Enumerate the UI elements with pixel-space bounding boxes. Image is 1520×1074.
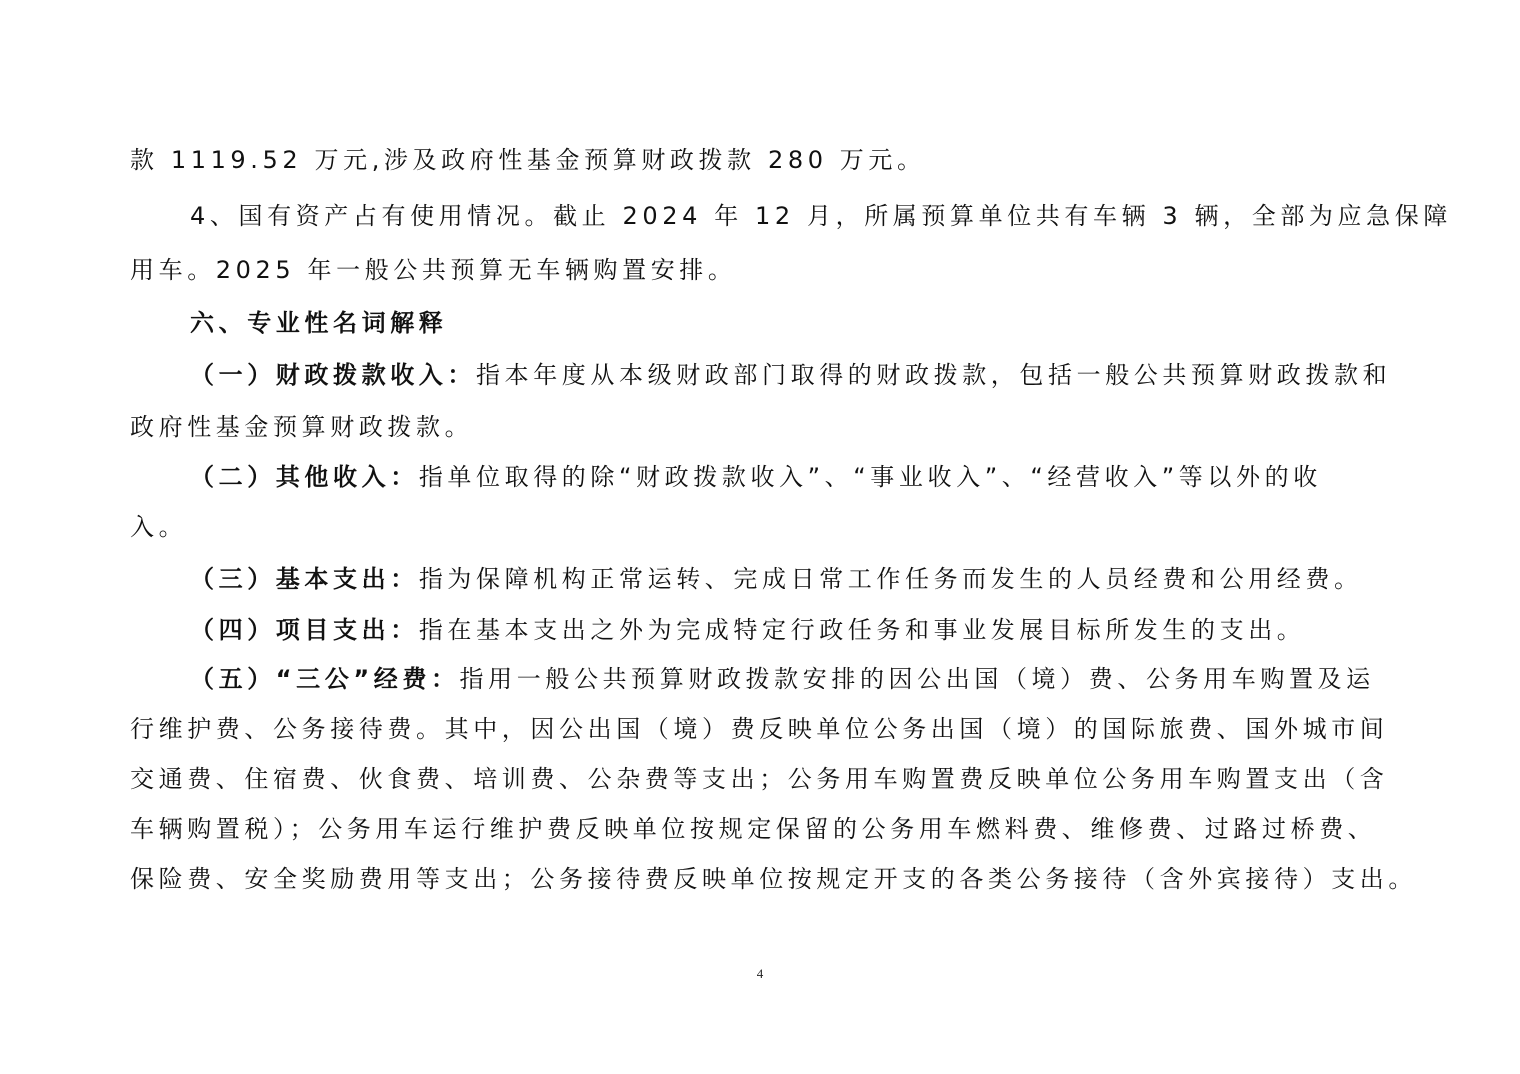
paragraph-line <box>130 407 1420 447</box>
term-label: （三）基本支出： <box>190 565 419 593</box>
term-definition: 指为保障机构正常运转、完成日常工作任务而发生的人员经费和公用经费。 <box>418 565 1363 593</box>
term-label: （五）“三公”经费： <box>190 665 460 693</box>
paragraph-line <box>190 196 1480 236</box>
line-text: 车辆购置税）；公务用车运行维护费反映单位按规定保留的公务用车燃料费、维修费、过路过桥费、 <box>130 815 1377 843</box>
term-definition: 指在基本支出之外为完成特定行政任务和事业发展目标所发生的支出。 <box>418 616 1306 644</box>
page-number: 4 <box>756 966 764 981</box>
line-text: 用车。2025 年一般公共预算无车辆购置安排。 <box>130 256 737 284</box>
line-text: 政府性基金预算财政拨款。 <box>130 413 474 441</box>
paragraph-line <box>130 809 1420 849</box>
paragraph-line <box>190 559 1480 599</box>
paragraph-line <box>130 709 1420 749</box>
paragraph-line <box>190 457 1480 497</box>
term-definition: 指单位取得的除“财政拨款收入”、“事业收入”、“经营收入”等以外的收 <box>418 463 1322 491</box>
line-text: 4、国有资产占有使用情况。截止 2024 年 12 月，所属预算单位共有车辆 3 辆，全部为应急保障 <box>190 202 1452 230</box>
line-text: 款 1119.52 万元,涉及政府性基金预算财政拨款 280 万元。 <box>130 146 926 174</box>
paragraph-line <box>130 507 1420 547</box>
heading-text: 六、专业性名词解释 <box>190 309 448 337</box>
term-label: （四）项目支出： <box>190 616 419 644</box>
term-label: （二）其他收入： <box>190 463 419 491</box>
paragraph-line <box>190 610 1480 650</box>
line-text: 保险费、安全奖励费用等支出；公务接待费反映单位按规定开支的各类公务接待（含外宾接待）支出。 <box>130 865 1417 893</box>
line-text: 交通费、住宿费、伙食费、培训费、公杂费等支出；公务用车购置费反映单位公务用车购置支出（含 <box>130 765 1389 793</box>
line-text: 行维护费、公务接待费。其中，因公出国（境）费反映单位公务出国（境）的国际旅费、国外城市间 <box>130 715 1389 743</box>
paragraph-line <box>130 759 1420 799</box>
term-definition: 指本年度从本级财政部门取得的财政拨款，包括一般公共预算财政拨款和 <box>476 361 1392 389</box>
line-text: 入。 <box>130 513 188 541</box>
paragraph-line <box>130 140 1420 180</box>
paragraph-line <box>190 355 1480 395</box>
section-heading <box>190 303 1480 343</box>
paragraph-line <box>190 659 1480 699</box>
term-label: （一）财政拨款收入： <box>190 361 476 389</box>
paragraph-line <box>130 859 1420 899</box>
term-definition: 指用一般公共预算财政拨款安排的因公出国（境）费、公务用车购置及运 <box>459 665 1375 693</box>
paragraph-line <box>130 250 1420 290</box>
